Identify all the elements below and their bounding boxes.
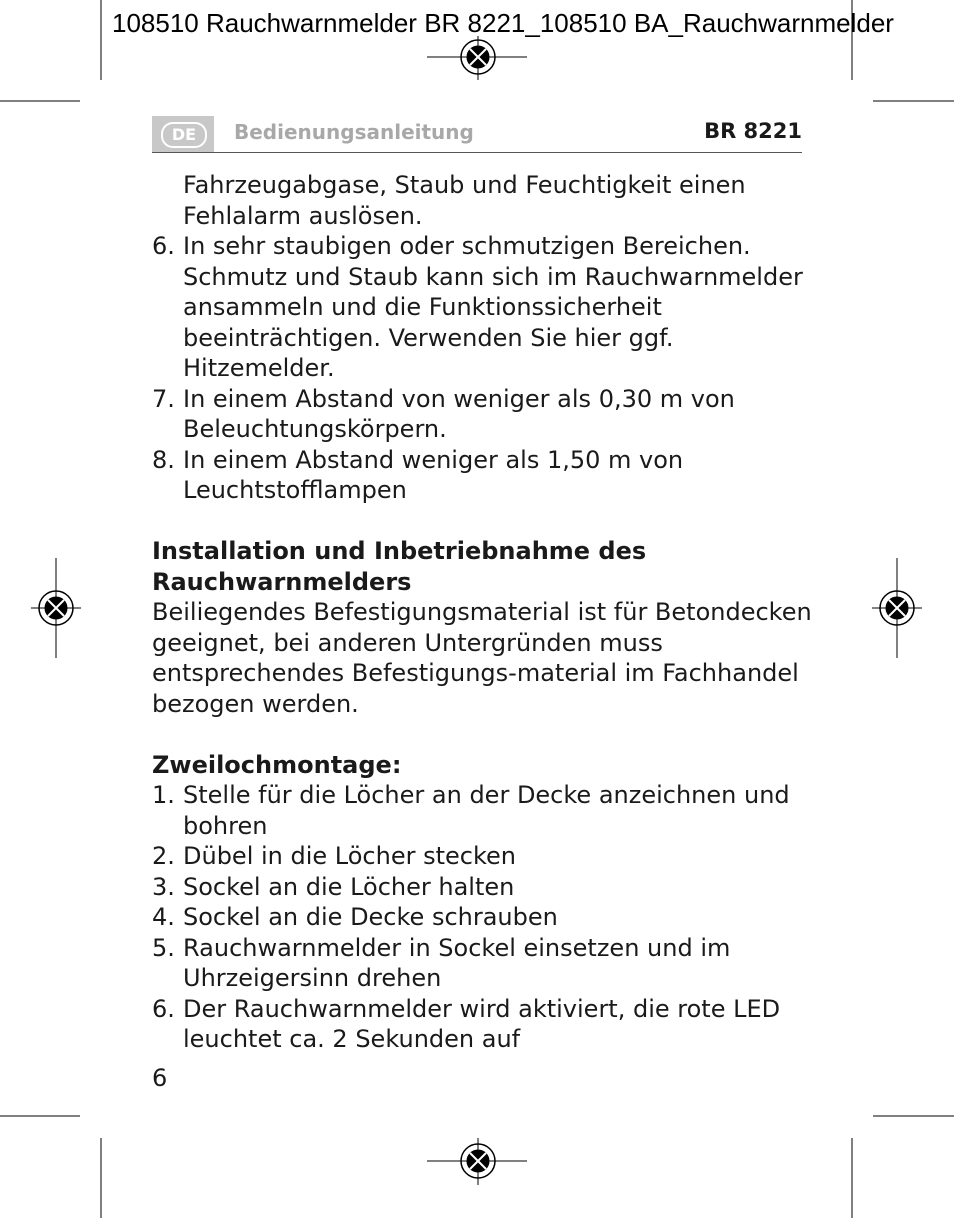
section-heading-mounting: Zweilochmontage: (152, 750, 402, 779)
list-item (152, 780, 812, 841)
page-header (152, 116, 802, 153)
registration-mark-bottom (427, 1138, 527, 1185)
list-text: Sockel an die Decke schrauben (183, 903, 558, 931)
section-heading-installation: Installation und Inbetriebnahme des Rauchwarnmelders (152, 537, 647, 596)
list-number: 6. (152, 994, 175, 1023)
list-item (152, 902, 812, 933)
continuation-text: Fahrzeugabgase, Staub und Feuchtigkeit einen Fehlalarm auslösen. (183, 171, 746, 230)
list-text: In einem Abstand weniger als 1,50 m von Leuchtstofflampen (183, 445, 684, 504)
list-item (152, 384, 812, 445)
location-list (152, 231, 812, 506)
list-item (152, 872, 812, 903)
list-text: In einem Abstand von weniger als 0,30 m von Beleuchtungskörpern. (183, 384, 735, 443)
list-text: Rauchwarnmelder in Sockel einsetzen und im Uhrzeigersinn drehen (183, 933, 731, 992)
list-text: In sehr staubigen oder schmutzigen Bereichen. Schmutz und Staub kann sich im Rauchwarnmelder ansammeln und die Funktionssicherheit beeinträchtigen. Verwenden Sie hier ggf. Hitzemelder. (183, 232, 803, 382)
list-text: Dübel in die Löcher stecken (183, 842, 516, 870)
registration-mark-left (31, 558, 81, 658)
model-number: BR 8221 (704, 119, 802, 143)
list-item (152, 994, 812, 1055)
mounting-steps (152, 780, 812, 1055)
list-number: 3. (152, 872, 175, 901)
list-item (152, 231, 812, 384)
language-badge (152, 116, 214, 152)
list-item (152, 933, 812, 994)
language-code: DE (161, 122, 207, 148)
registration-mark-right (872, 558, 922, 658)
list-number: 6. (152, 232, 175, 260)
list-item (152, 445, 812, 506)
list-text: Sockel an die Löcher halten (183, 872, 515, 901)
list-number: 5. (152, 933, 175, 962)
page-number: 6 (152, 1064, 168, 1092)
section-body-installation: Beiliegendes Befestigungsmaterial ist für Betondecken geeignet, bei anderen Untergründen muss entsprechendes Befestigungs-material im Fachhandel bezogen werden. (152, 598, 812, 718)
list-text: Stelle für die Löcher an der Decke anzeichnen und bohren (183, 781, 790, 840)
document-title: Bedienungsanleitung (234, 120, 474, 144)
list-number: 7. (152, 384, 175, 413)
list-number: 2. (152, 842, 175, 870)
page-content (152, 170, 812, 1055)
list-item (152, 841, 812, 872)
list-text: Der Rauchwarnmelder wird aktiviert, die rote LED leuchtet ca. 2 Sekunden auf (183, 994, 781, 1053)
list-number: 1. (152, 781, 175, 809)
list-number: 4. (152, 903, 175, 931)
registration-mark-top (427, 36, 527, 80)
print-slug: 108510 Rauchwarnmelder BR 8221_108510 BA_Rauchwarnmelder (112, 8, 894, 38)
list-number: 8. (152, 445, 175, 474)
